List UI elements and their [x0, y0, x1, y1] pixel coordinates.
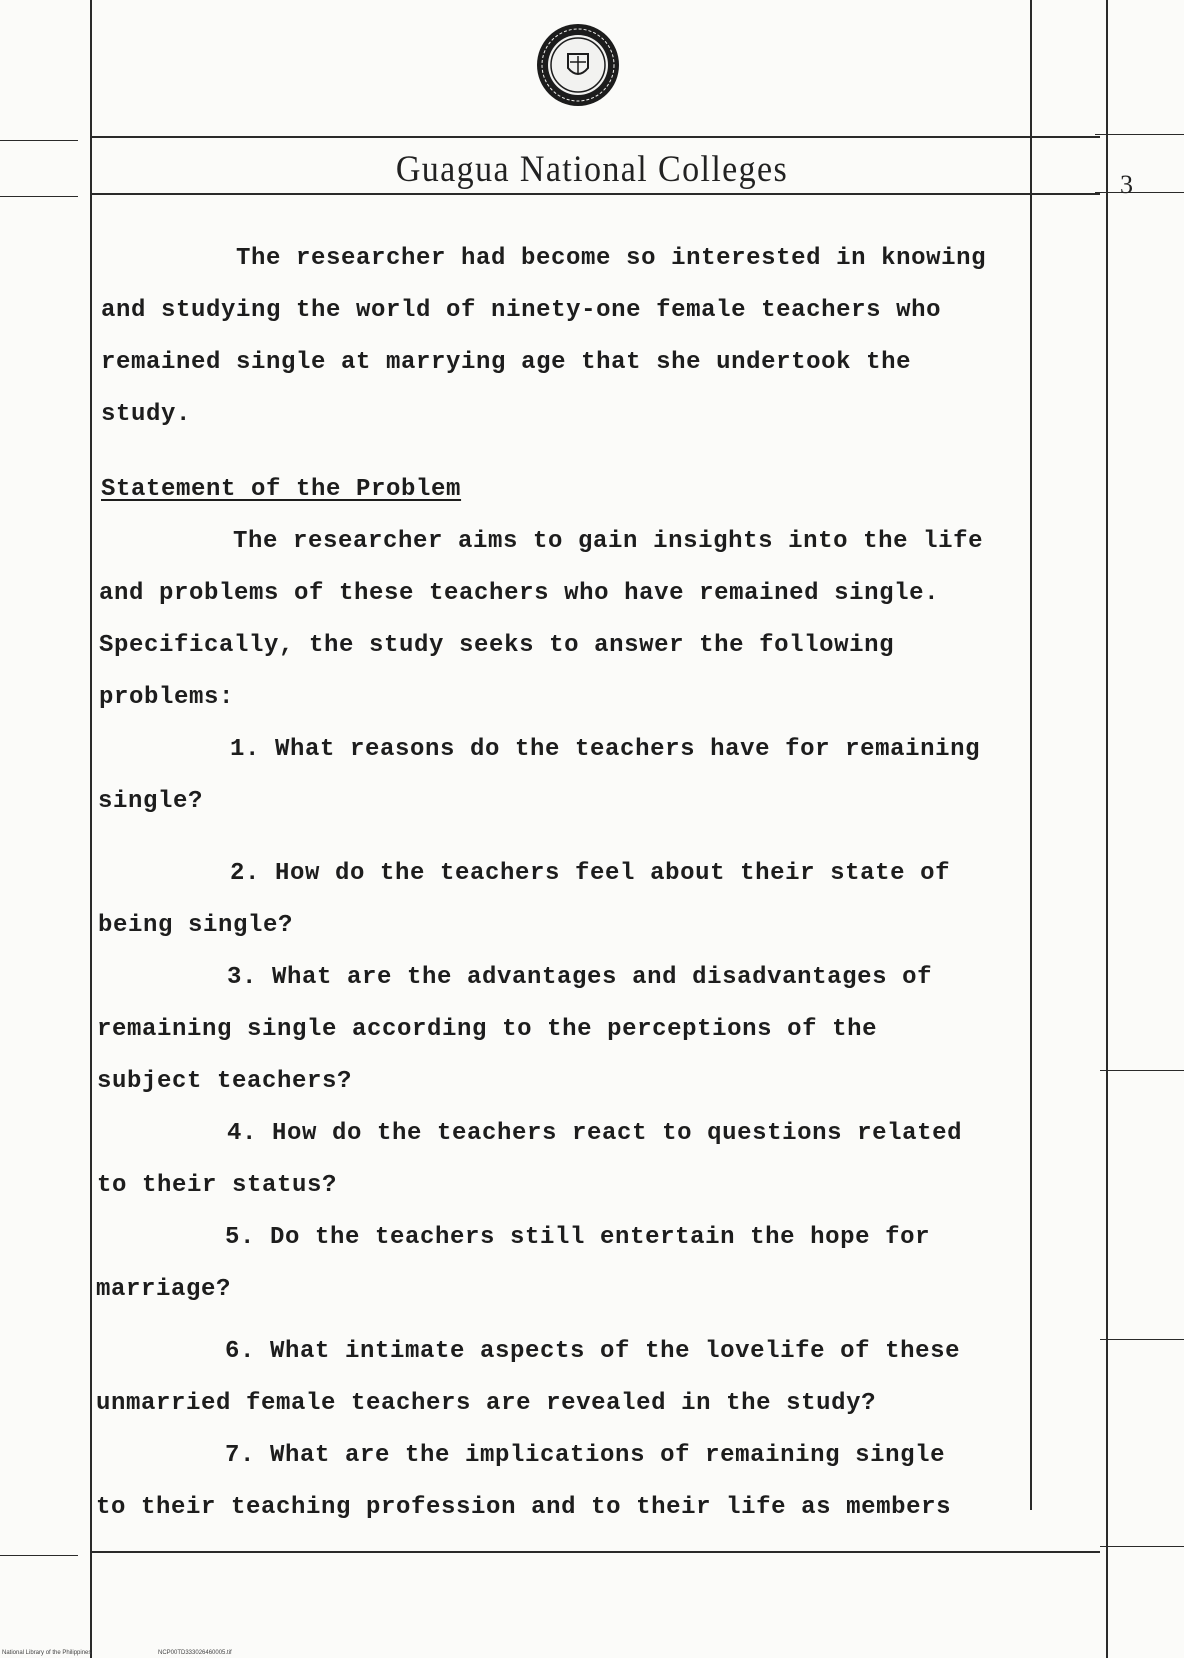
library-credit: National Library of the Philippines	[2, 1650, 92, 1656]
left-tick-bottom	[0, 1555, 78, 1556]
question-6-line-1: 6. What intimate aspects of the lovelife of these	[225, 1338, 961, 1365]
header-bottom-rule	[90, 193, 1100, 195]
question-2-line-1: 2. How do the teachers feel about their state of	[230, 860, 951, 887]
header-top-rule	[90, 136, 1100, 138]
question-3-line-2: remaining single according to the perceptions of the	[97, 1016, 878, 1043]
problem-line-4: problems:	[99, 684, 235, 711]
intro-line-4: study.	[101, 401, 192, 428]
left-tick-mid	[0, 196, 78, 197]
question-1-line-2: single?	[98, 788, 204, 815]
question-3-line-3: subject teachers?	[97, 1068, 353, 1095]
right-border-line	[1030, 0, 1032, 1510]
scan-file-code: NCP00TD333026460005.tif	[158, 1650, 232, 1656]
question-7-line-2: to their teaching profession and to their life as members	[96, 1494, 952, 1521]
question-3-line-1: 3. What are the advantages and disadvantages of	[227, 964, 933, 991]
question-6-line-2: unmarried female teachers are revealed in the study?	[96, 1390, 877, 1417]
problem-line-3: Specifically, the study seeks to answer the following	[99, 632, 895, 659]
question-4-line-1: 4. How do the teachers react to questions related	[227, 1120, 963, 1147]
right-tick-bottom	[1100, 1546, 1184, 1547]
right-tick-lower	[1100, 1070, 1184, 1071]
left-tick-top	[0, 140, 78, 141]
left-border-line	[90, 0, 92, 1658]
question-5-line-2: marriage?	[96, 1276, 232, 1303]
intro-line-2: and studying the world of ninety-one female teachers who	[101, 297, 942, 324]
right-tick-low2	[1100, 1339, 1184, 1340]
intro-line-1: The researcher had become so interested in knowing	[236, 245, 987, 272]
question-2-line-2: being single?	[98, 912, 294, 939]
right-tick-mid	[1095, 192, 1184, 193]
question-4-line-2: to their status?	[97, 1172, 338, 1199]
problem-line-2: and problems of these teachers who have remained single.	[99, 580, 940, 607]
question-1-line-1: 1. What reasons do the teachers have for remaining	[230, 736, 981, 763]
problem-line-1: The researcher aims to gain insights into the life	[233, 528, 984, 555]
question-7-line-1: 7. What are the implications of remaining single	[225, 1442, 946, 1469]
section-heading: Statement of the Problem	[101, 476, 462, 503]
footer-rule	[90, 1551, 1100, 1553]
question-5-line-1: 5. Do the teachers still entertain the hope for	[225, 1224, 931, 1251]
intro-line-3: remained single at marrying age that she undertook the	[101, 349, 912, 376]
page-number: 3	[1120, 170, 1133, 199]
college-seal-icon	[535, 22, 621, 108]
right-tick-top	[1095, 134, 1184, 135]
college-name-header: Guagua National Colleges	[395, 149, 789, 190]
right-outer-line	[1106, 0, 1108, 1658]
